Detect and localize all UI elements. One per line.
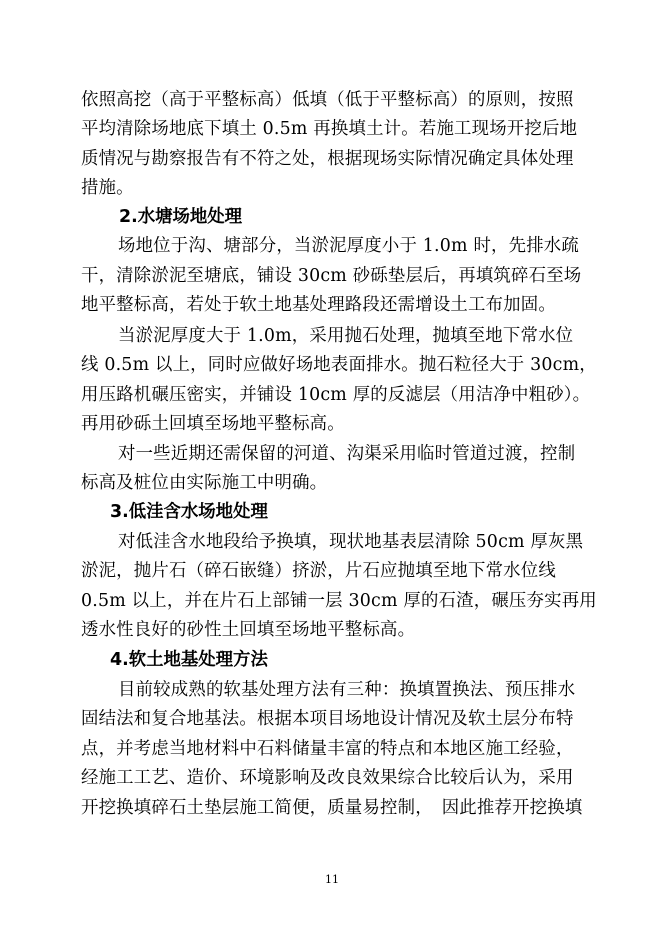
page-number: 11 bbox=[325, 873, 339, 886]
paragraph-line: 线 0.5m 以上，同时应做好场地表面排水。抛石粒径大于 30cm， bbox=[81, 355, 597, 375]
paragraph-line: 地平整标高，若处于软土地基处理路段还需增设土工布加固。 bbox=[81, 295, 556, 315]
paragraph-line: 开挖换填碎石土垫层施工简便，质量易控制， 因此推荐开挖换填 bbox=[81, 798, 583, 818]
paragraph-line: 干，清除淤泥至塘底，铺设 30cm 砂砾垫层后，再填筑碎石至场 bbox=[81, 266, 582, 286]
paragraph-line: 当淤泥厚度大于 1.0m，采用抛石处理，抛填至地下常水位 bbox=[118, 326, 574, 346]
paragraph-line: 措施。 bbox=[81, 178, 134, 198]
section-heading-2: 2.水塘场地处理 bbox=[119, 207, 243, 227]
paragraph-line: 用压路机碾压密实，并铺设 10cm 厚的反滤层（用洁净中粗砂）。 bbox=[81, 385, 591, 405]
paragraph-line: 固结法和复合地基法。根据本项目场地设计情况及软土层分布特 bbox=[81, 709, 574, 729]
paragraph-line: 经施工工艺、造价、环境影响及改良效果综合比较后认为，采用 bbox=[81, 768, 574, 788]
paragraph-line: 对一些近期还需保留的河道、沟渠采用临时管道过渡，控制 bbox=[118, 444, 576, 464]
section-heading-4: 4.软土地基处理方法 bbox=[110, 650, 268, 670]
paragraph-line: 点，并考虑当地材料中石料储量丰富的特点和本地区施工经验， bbox=[81, 739, 574, 759]
paragraph-line: 再用砂砾土回填至场地平整标高。 bbox=[81, 414, 345, 434]
paragraph-line: 平均清除场地底下填土 0.5m 再换填土计。若施工现场开挖后地 bbox=[81, 119, 578, 139]
paragraph-line: 标高及桩位由实际施工中明确。 bbox=[81, 473, 328, 493]
paragraph-line: 依照高挖（高于平整标高）低填（低于平整标高）的原则，按照 bbox=[81, 90, 574, 110]
section-heading-3: 3.低洼含水场地处理 bbox=[110, 502, 268, 522]
paragraph-line: 场地位于沟、塘部分，当淤泥厚度小于 1.0m 时，先排水疏 bbox=[118, 236, 579, 256]
paragraph-line: 目前较成熟的软基处理方法有三种：换填置换法、预压排水 bbox=[118, 680, 576, 700]
paragraph-line: 质情况与勘察报告有不符之处，根据现场实际情况确定具体处理 bbox=[81, 149, 574, 169]
paragraph-line: 0.5m 以上，并在片石上部铺一层 30cm 厚的石渣，碾压夯实再用 bbox=[81, 591, 597, 611]
paragraph-line: 对低洼含水地段给予换填，现状地基表层清除 50cm 厚灰黑 bbox=[118, 532, 584, 552]
paragraph-line: 透水性良好的砂性土回填至场地平整标高。 bbox=[81, 620, 416, 640]
paragraph-line: 淤泥，抛片石（碎石嵌缝）挤淤，片石应抛填至地下常水位线 bbox=[81, 561, 556, 581]
